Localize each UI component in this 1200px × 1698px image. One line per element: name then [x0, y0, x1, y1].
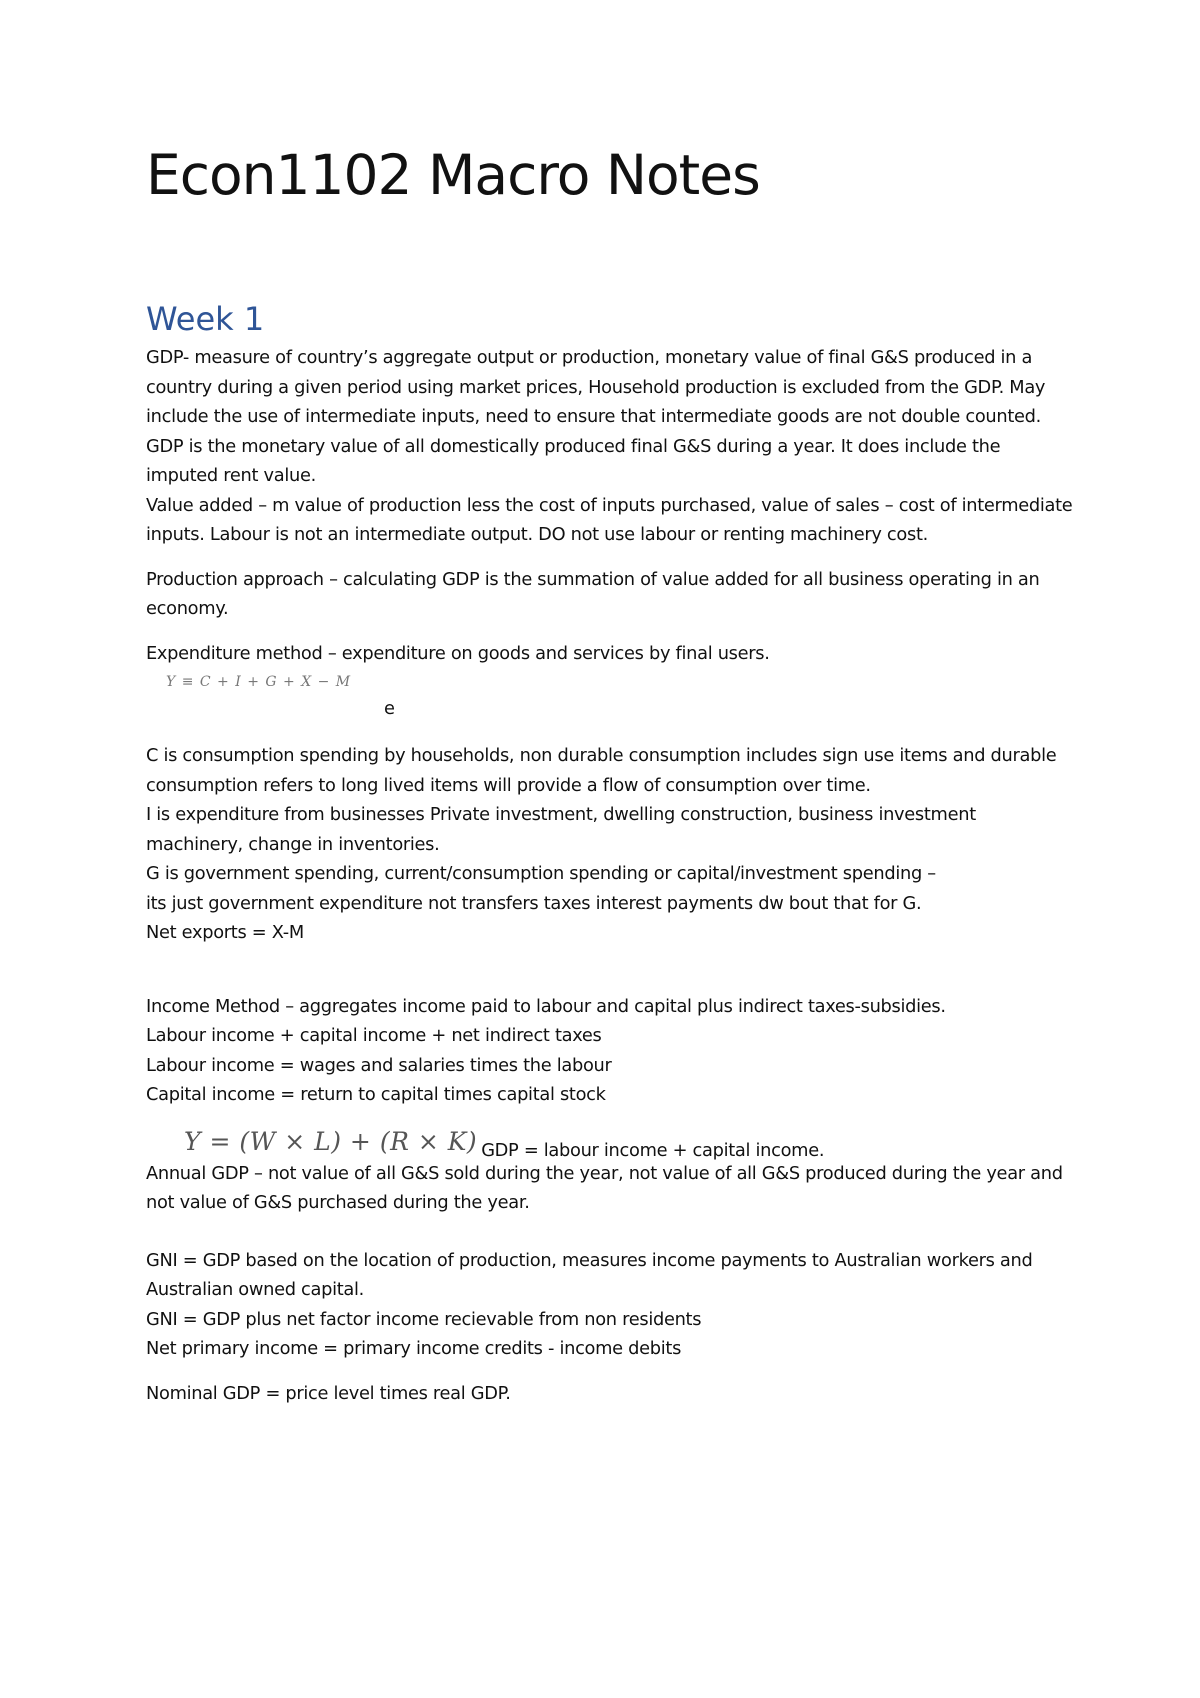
paragraph-net-exports: Net exports = X-M — [146, 922, 304, 943]
equation-caption: e — [384, 698, 395, 719]
income-equation-line — [146, 1114, 1076, 1159]
paragraph-government-expenditure: its just government expenditure not transfers taxes interest payments dw bout that for G. — [146, 892, 922, 914]
paragraph-gni-definition: GNI = GDP based on the location of production, measures income payments to Australian workers and Australian owned capital. — [146, 1249, 1033, 1300]
paragraph-value-added: Value added – m value of production less the cost of inputs purchased, value of sales – cost of intermediate inputs. Labour is not an intermediate output. DO not use labour or renting machinery cost. — [146, 494, 1073, 545]
paragraph-income-sum: Labour income + capital income + net indirect taxes — [146, 1025, 602, 1046]
paragraph-government-spending: G is government spending, current/consumption spending or capital/investment spending – — [146, 863, 936, 884]
paragraph-nominal-gdp: Nominal GDP = price level times real GDP. — [146, 1382, 511, 1404]
paragraph-annual-gdp: Annual GDP – not value of all G&S sold during the year, not value of all G&S produced during the year and not value of G&S purchased during the year. — [146, 1162, 1063, 1213]
section-heading-week-1: Week 1 — [146, 300, 265, 338]
paragraph-gdp-definition: GDP- measure of country’s aggregate output or production, monetary value of final G&S produced in a country during a given period using market prices, Household production is excluded from the GDP. May include the use of intermediate inputs, need to ensure that intermediate goods are not double counted. — [146, 347, 1046, 427]
paragraph-income-method: Income Method – aggregates income paid to labour and capital plus indirect taxes-subsidies. — [146, 995, 946, 1017]
paragraph-consumption: C is consumption spending by households, non durable consumption includes sign use items and durable consumption refers to long lived items will provide a flow of consumption over time. — [146, 745, 1057, 796]
paragraph-investment: I is expenditure from businesses Private investment, dwelling construction, business investment machinery, change in inventories. — [146, 804, 976, 855]
expenditure-equation: Y ≡ C + I + G + X − M — [166, 674, 352, 690]
paragraph-gni-formula: GNI = GDP plus net factor income recievable from non residents — [146, 1308, 702, 1330]
paragraph-net-primary-income: Net primary income = primary income credits - income debits — [146, 1338, 682, 1359]
paragraph-labour-income: Labour income = wages and salaries times the labour — [146, 1054, 612, 1076]
income-equation: Y = (W × L) + (R × K) — [184, 1126, 478, 1156]
paragraph-capital-income: Capital income = return to capital times capital stock — [146, 1084, 606, 1105]
paragraph-expenditure-method: Expenditure method – expenditure on goods and services by final users. — [146, 642, 770, 664]
paragraph-gdp-monetary-value: GDP is the monetary value of all domestically produced final G&S during a year. It does include the imputed rent value. — [146, 435, 1001, 486]
document-title: Econ1102 Macro Notes — [146, 143, 760, 207]
paragraph-production-approach: Production approach – calculating GDP is the summation of value added for all business operating in an economy. — [146, 568, 1040, 619]
document-body — [146, 343, 1076, 1408]
income-equation-caption: GDP = labour income + capital income. — [481, 1139, 825, 1161]
